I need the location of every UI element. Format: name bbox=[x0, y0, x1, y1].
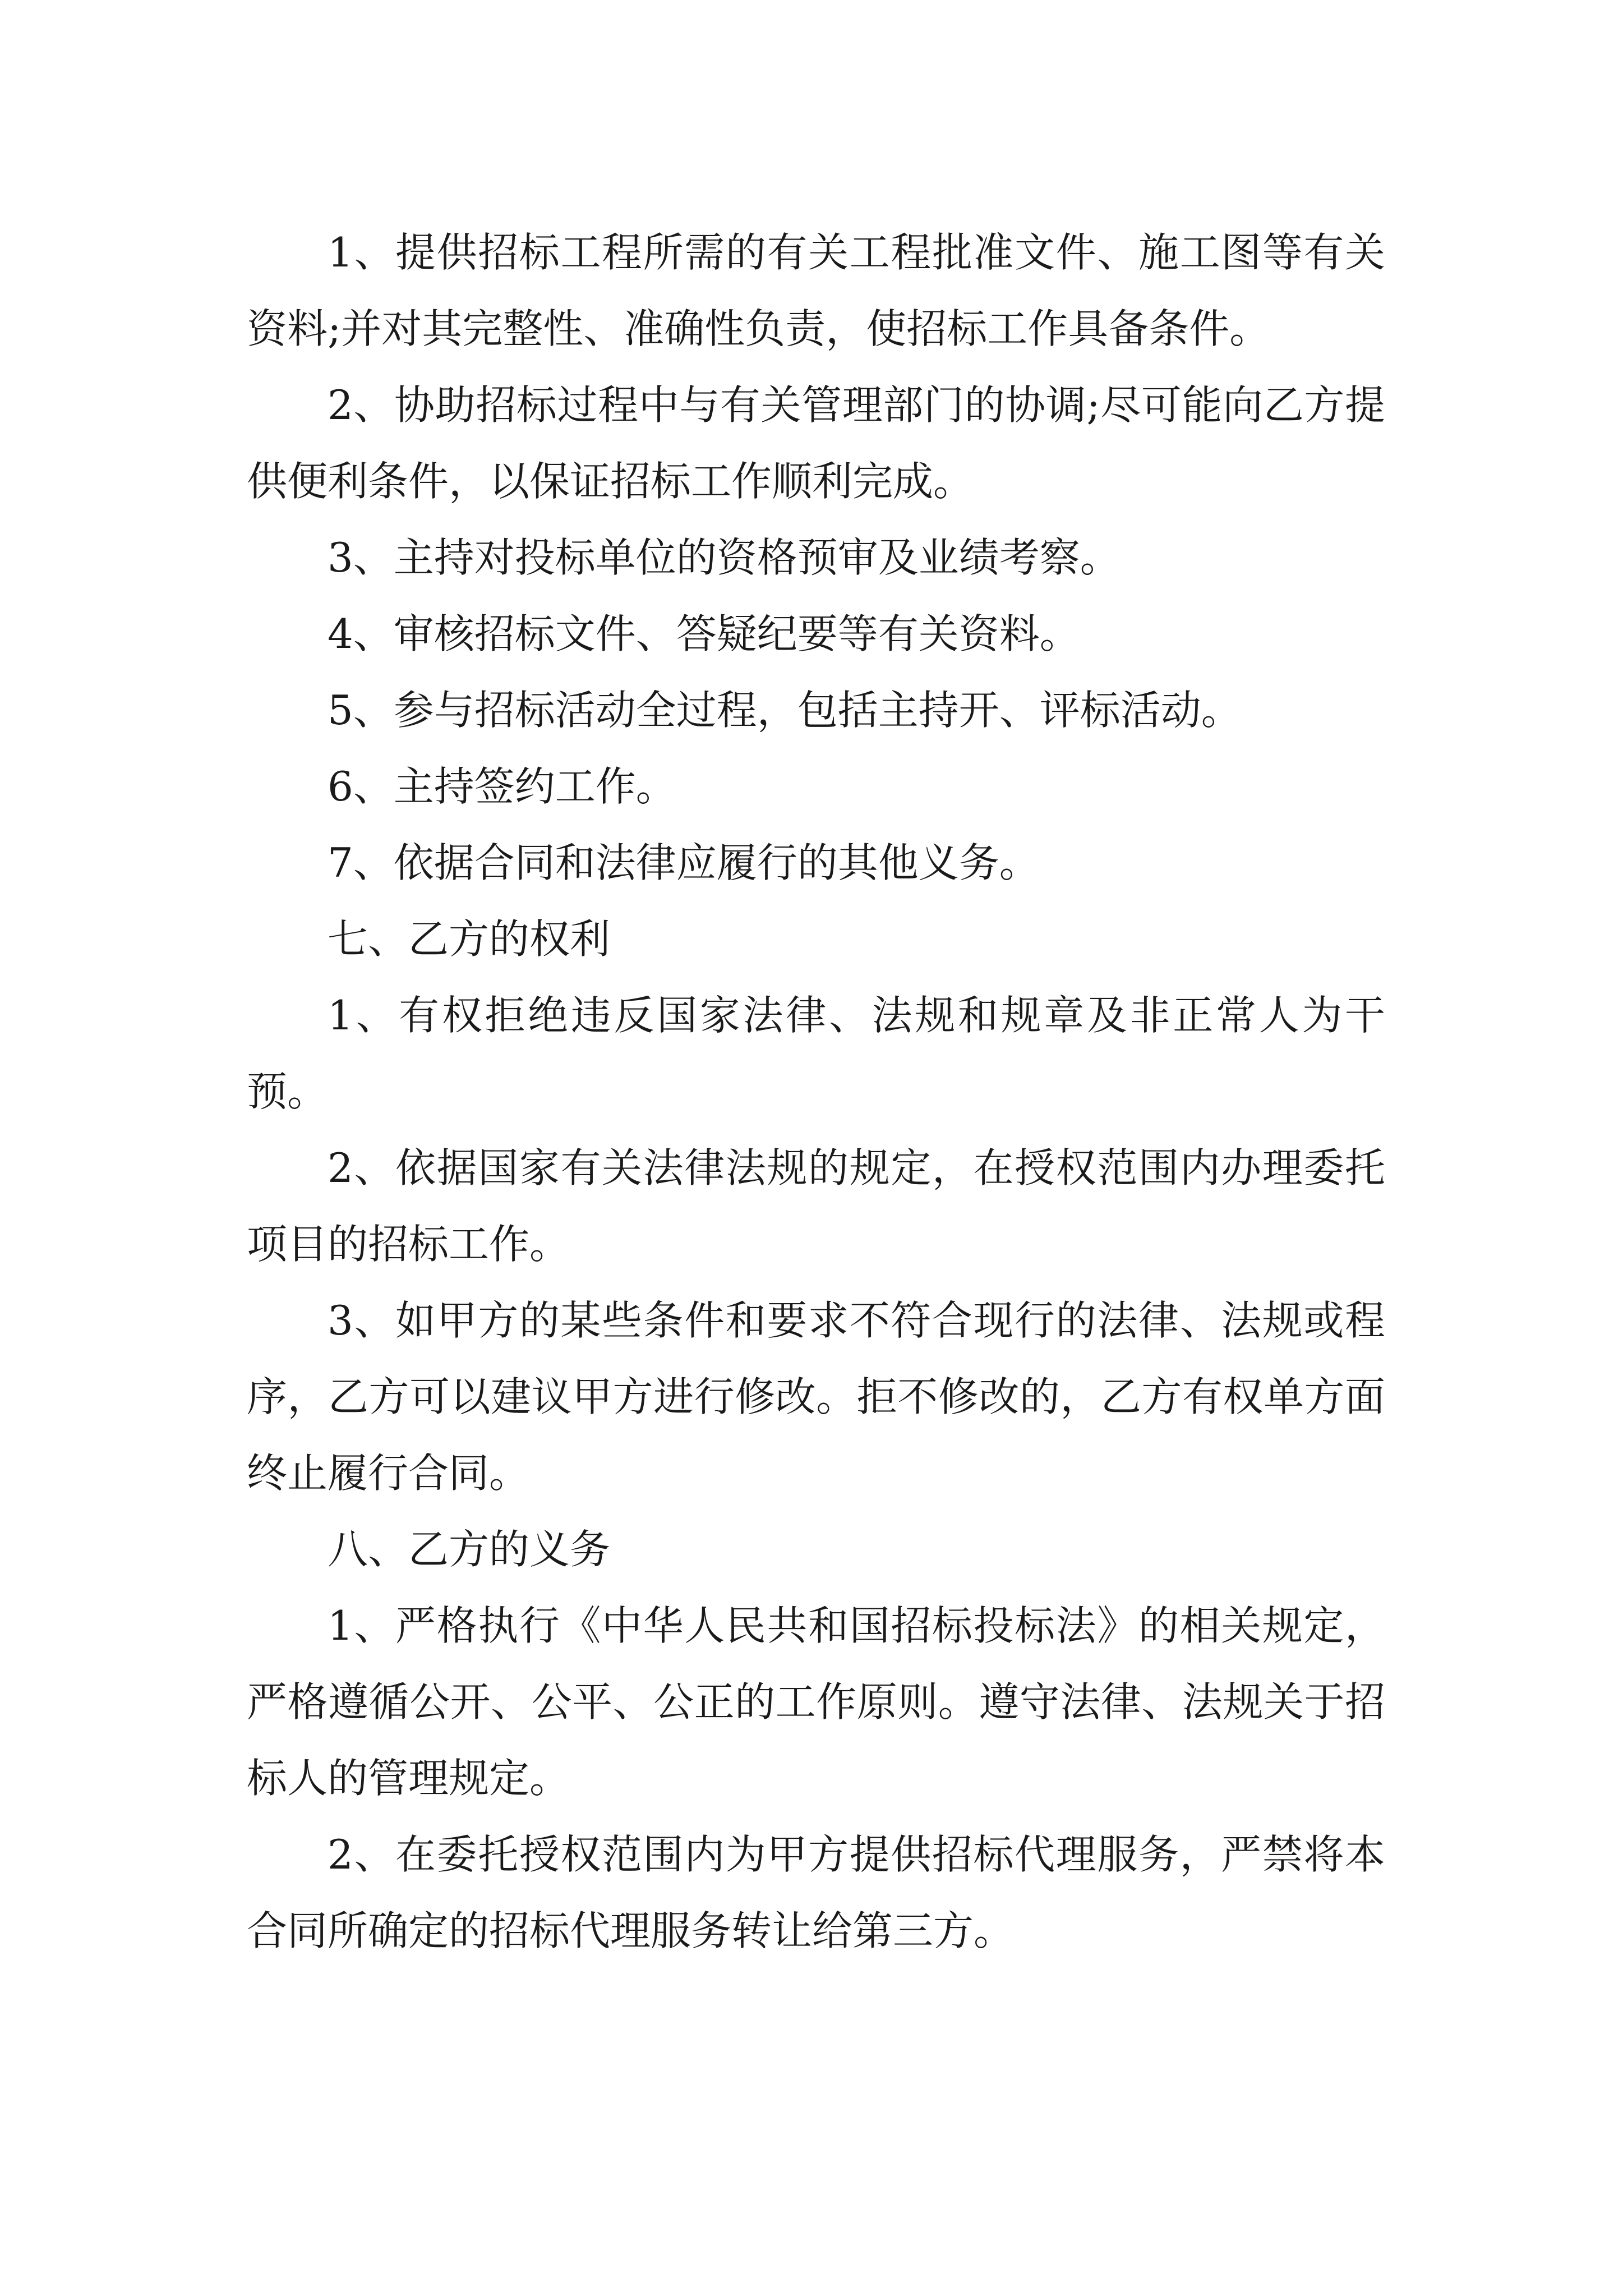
paragraph-jia-duty-5: 5、参与招标活动全过程，包括主持开、评标活动。 bbox=[328, 687, 1242, 734]
document-page bbox=[247, 214, 1385, 1969]
paragraph-yi-right-3: 3、如甲方的某些条件和要求不符合现行的法律、法规或程序，乙方可以建议甲方进行修改。拒不修改的，乙方有权单方面终止履行合同。 bbox=[247, 1297, 1385, 1497]
section-heading-yi-duties: 八、乙方的义务 bbox=[328, 1526, 611, 1573]
paragraph-yi-right-1: 1、有权拒绝违反国家法律、法规和规章及非正常人为干预。 bbox=[247, 992, 1385, 1115]
paragraph-yi-right-2: 2、依据国家有关法律法规的规定，在授权范围内办理委托项目的招标工作。 bbox=[247, 1144, 1385, 1268]
section-heading-yi-rights: 七、乙方的权利 bbox=[328, 915, 611, 963]
paragraph-jia-duty-6: 6、主持签约工作。 bbox=[328, 763, 676, 810]
paragraph-jia-duty-2: 2、协助招标过程中与有关管理部门的协调;尽可能向乙方提供便利条件，以保证招标工作顺利完成。 bbox=[247, 381, 1385, 505]
paragraph-jia-duty-7: 7、依据合同和法律应履行的其他义务。 bbox=[328, 839, 1040, 886]
paragraph-yi-duty-1: 1、严格执行《中华人民共和国招标投标法》的相关规定，严格遵循公开、公平、公正的工作原则。遵守法律、法规关于招标人的管理规定。 bbox=[247, 1602, 1385, 1802]
paragraph-jia-duty-3: 3、主持对投标单位的资格预审及业绩考察。 bbox=[328, 534, 1121, 581]
paragraph-yi-duty-2: 2、在委托授权范围内为甲方提供招标代理服务，严禁将本合同所确定的招标代理服务转让给第三方。 bbox=[247, 1831, 1385, 1954]
paragraph-jia-duty-4: 4、审核招标文件、答疑纪要等有关资料。 bbox=[328, 610, 1080, 657]
paragraph-jia-duty-1: 1、提供招标工程所需的有关工程批准文件、施工图等有关资料;并对其完整性、准确性负责，使招标工作具备条件。 bbox=[247, 229, 1385, 352]
